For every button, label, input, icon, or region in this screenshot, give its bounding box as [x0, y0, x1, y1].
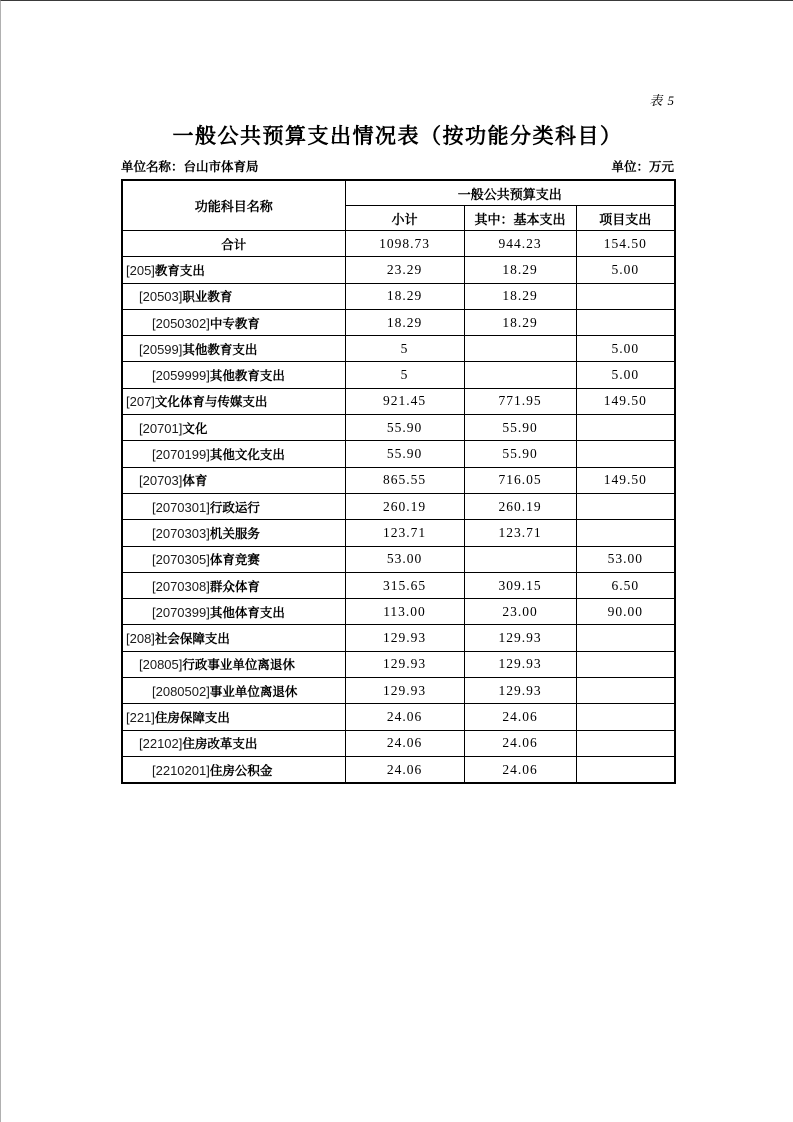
row-code: [20599]	[139, 341, 183, 357]
row-basic: 129.93	[464, 678, 576, 704]
row-project	[576, 309, 675, 335]
row-label	[122, 257, 345, 283]
row-label	[122, 730, 345, 756]
table-row	[122, 231, 675, 257]
row-name: 行政运行	[209, 500, 260, 515]
row-label	[122, 283, 345, 309]
row-subtotal: 5	[345, 362, 464, 388]
row-name: 社会保障支出	[154, 632, 230, 647]
row-name: 职业教育	[182, 290, 233, 305]
table-row	[122, 415, 675, 441]
row-label	[122, 309, 345, 335]
row-name: 住房改革支出	[182, 737, 258, 752]
table-header-row-1	[122, 180, 675, 206]
row-code: [2070308]	[152, 578, 210, 594]
table-row	[122, 520, 675, 546]
row-basic: 55.90	[464, 441, 576, 467]
row-label	[122, 467, 345, 493]
row-name: 行政事业单位离退休	[182, 658, 295, 673]
row-basic: 18.29	[464, 257, 576, 283]
row-subtotal: 55.90	[345, 441, 464, 467]
row-label	[122, 599, 345, 625]
table-row	[122, 388, 675, 414]
row-label	[122, 520, 345, 546]
row-label	[122, 704, 345, 730]
row-code: [22102]	[139, 736, 183, 752]
row-project	[576, 493, 675, 519]
row-code: [2070301]	[152, 499, 210, 515]
row-label	[122, 493, 345, 519]
row-subtotal: 129.93	[345, 625, 464, 651]
row-project: 149.50	[576, 467, 675, 493]
row-code: [205]	[126, 262, 155, 278]
row-code: [20703]	[139, 473, 183, 489]
table-row	[122, 678, 675, 704]
row-project: 5.00	[576, 362, 675, 388]
row-project: 6.50	[576, 572, 675, 598]
page-title: 一般公共预算支出情况表（按功能分类科目）	[172, 124, 623, 148]
row-project: 5.00	[576, 336, 675, 362]
row-name: 机关服务	[209, 526, 260, 541]
row-subtotal: 113.00	[345, 599, 464, 625]
row-subtotal: 921.45	[345, 388, 464, 414]
row-code: [20805]	[139, 657, 183, 673]
row-project	[576, 704, 675, 730]
row-name: 群众体育	[209, 579, 260, 594]
table-meta-row	[121, 157, 674, 175]
row-label	[122, 231, 345, 257]
table-row	[122, 730, 675, 756]
row-subtotal: 129.93	[345, 678, 464, 704]
row-label	[122, 388, 345, 414]
row-project	[576, 441, 675, 467]
row-label	[122, 362, 345, 388]
row-label	[122, 546, 345, 572]
row-label	[122, 336, 345, 362]
row-name: 文化体育与传媒支出	[154, 395, 268, 410]
row-basic: 716.05	[464, 467, 576, 493]
row-label	[122, 441, 345, 467]
row-basic	[464, 362, 576, 388]
row-basic: 18.29	[464, 283, 576, 309]
table-row	[122, 756, 675, 783]
row-project: 154.50	[576, 231, 675, 257]
row-project	[576, 415, 675, 441]
row-project	[576, 283, 675, 309]
row-project: 5.00	[576, 257, 675, 283]
row-name: 体育竞赛	[209, 553, 260, 568]
row-project	[576, 756, 675, 783]
table-row	[122, 309, 675, 335]
row-project	[576, 730, 675, 756]
row-label	[122, 651, 345, 677]
row-code: [208]	[126, 631, 155, 647]
row-name: 体育	[182, 474, 208, 489]
row-code: [2070303]	[152, 525, 210, 541]
row-basic	[464, 546, 576, 572]
row-name: 住房保障支出	[154, 710, 230, 725]
row-basic: 260.19	[464, 493, 576, 519]
row-code: [2070199]	[152, 447, 210, 463]
row-subtotal: 18.29	[345, 309, 464, 335]
row-subtotal: 123.71	[345, 520, 464, 546]
row-code: [207]	[126, 394, 155, 410]
row-label	[122, 415, 345, 441]
table-body	[122, 231, 675, 784]
table-row	[122, 283, 675, 309]
row-name: 事业单位离退休	[209, 684, 298, 699]
unit-of-measure-label: 单位：万元	[611, 160, 674, 174]
header-group-title: 一般公共预算支出	[345, 180, 675, 206]
table-row	[122, 362, 675, 388]
row-basic: 129.93	[464, 651, 576, 677]
row-name: 教育支出	[154, 263, 205, 278]
row-code: [2070399]	[152, 604, 210, 620]
row-code: [20503]	[139, 289, 183, 305]
row-name: 其他文化支出	[209, 448, 285, 463]
budget-expenditure-table	[121, 179, 676, 784]
row-basic	[464, 336, 576, 362]
row-subtotal: 55.90	[345, 415, 464, 441]
table-row	[122, 336, 675, 362]
table-row	[122, 599, 675, 625]
table-row	[122, 651, 675, 677]
row-code: [2070305]	[152, 552, 210, 568]
row-code: [2059999]	[152, 368, 210, 384]
row-subtotal: 18.29	[345, 283, 464, 309]
row-label	[122, 678, 345, 704]
row-subtotal: 1098.73	[345, 231, 464, 257]
row-subtotal: 53.00	[345, 546, 464, 572]
row-subtotal: 23.29	[345, 257, 464, 283]
row-subtotal: 24.06	[345, 730, 464, 756]
row-code: [2050302]	[152, 315, 210, 331]
row-subtotal: 129.93	[345, 651, 464, 677]
row-code: [20701]	[139, 420, 183, 436]
row-basic: 771.95	[464, 388, 576, 414]
table-row	[122, 493, 675, 519]
table-row	[122, 625, 675, 651]
row-basic: 24.06	[464, 756, 576, 783]
row-subtotal: 5	[345, 336, 464, 362]
unit-name-label: 单位名称：台山市体育局	[121, 160, 259, 174]
row-subtotal: 315.65	[345, 572, 464, 598]
row-project	[576, 678, 675, 704]
row-basic: 18.29	[464, 309, 576, 335]
table-row	[122, 441, 675, 467]
sheet-number-label: 表 5	[649, 93, 675, 108]
row-code: [2080502]	[152, 683, 210, 699]
row-code: [2210201]	[152, 762, 210, 778]
row-basic: 23.00	[464, 599, 576, 625]
row-project: 53.00	[576, 546, 675, 572]
row-name: 住房公积金	[209, 763, 273, 778]
row-project	[576, 625, 675, 651]
row-project: 90.00	[576, 599, 675, 625]
header-subject-column: 功能科目名称	[122, 180, 345, 231]
table-row	[122, 546, 675, 572]
row-basic: 129.93	[464, 625, 576, 651]
row-basic: 24.06	[464, 704, 576, 730]
table-row	[122, 572, 675, 598]
row-basic: 24.06	[464, 730, 576, 756]
header-subtotal-column: 小计	[345, 206, 464, 231]
table-row	[122, 704, 675, 730]
row-label	[122, 756, 345, 783]
row-code: [221]	[126, 709, 155, 725]
header-project-column: 项目支出	[576, 206, 675, 231]
row-name: 其他教育支出	[209, 369, 285, 384]
header-basic-column: 其中：基本支出	[464, 206, 576, 231]
row-name: 文化	[182, 421, 208, 436]
row-project: 149.50	[576, 388, 675, 414]
row-subtotal: 260.19	[345, 493, 464, 519]
row-name: 其他教育支出	[182, 342, 258, 357]
table-header	[122, 180, 675, 231]
table-row	[122, 467, 675, 493]
row-name: 中专教育	[209, 316, 260, 331]
row-project	[576, 651, 675, 677]
row-project	[576, 520, 675, 546]
table-row	[122, 257, 675, 283]
row-basic: 309.15	[464, 572, 576, 598]
row-label	[122, 625, 345, 651]
row-subtotal: 24.06	[345, 756, 464, 783]
row-subtotal: 865.55	[345, 467, 464, 493]
row-name: 合计	[221, 237, 247, 252]
row-basic: 55.90	[464, 415, 576, 441]
row-basic: 944.23	[464, 231, 576, 257]
row-label	[122, 572, 345, 598]
row-name: 其他体育支出	[209, 605, 285, 620]
row-basic: 123.71	[464, 520, 576, 546]
row-subtotal: 24.06	[345, 704, 464, 730]
